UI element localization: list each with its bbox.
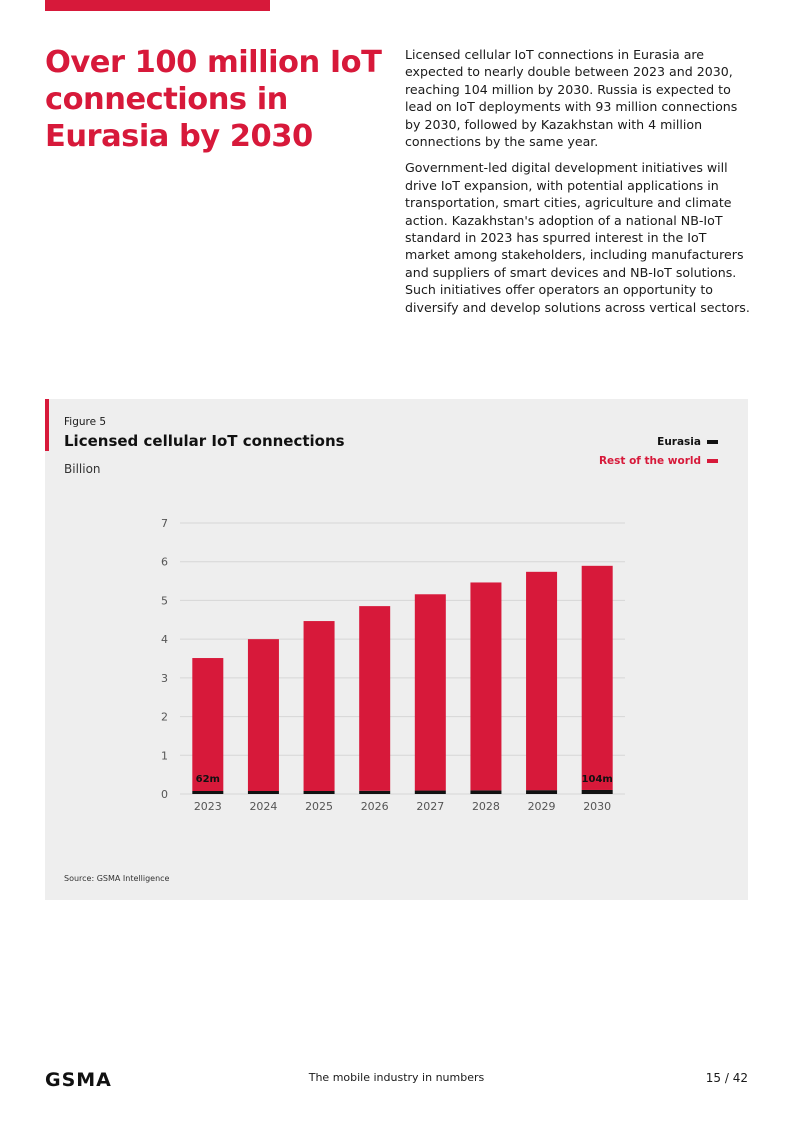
x-tick-label: 2029 — [527, 800, 556, 813]
legend-swatch-rest-of-world — [707, 459, 718, 463]
x-tick-label: 2024 — [249, 800, 278, 813]
x-tick-label: 2023 — [193, 800, 222, 813]
data-label: 62m — [195, 774, 220, 785]
y-tick-label: 1 — [161, 749, 168, 763]
figure-panel — [45, 399, 748, 900]
page-number: 15 / 42 — [705, 1071, 748, 1085]
bar-eurasia-2026 — [359, 791, 390, 794]
legend-item-eurasia — [599, 432, 718, 451]
bar-eurasia-2023 — [192, 791, 223, 794]
footer-title: The mobile industry in numbers — [308, 1071, 485, 1084]
bar-eurasia-2028 — [470, 790, 501, 794]
y-tick-label: 3 — [161, 671, 168, 685]
figure-accent-bar — [45, 399, 49, 451]
x-tick-label: 2028 — [471, 800, 500, 813]
x-tick-label: 2025 — [305, 800, 334, 813]
body-paragraph: Government-led digital development initiatives will drive IoT expansion, with potential applications in transportation, smart cities, agriculture and climate action. Kazakhstan's adoption of a national NB-IoT standard in 2023 has spurred interest in the IoT market among stakeholders, including manufacturers and suppliers of smart devices and NB-IoT solutions. Such initiatives offer operators an opportunity to diversify and develop solutions across vertical sectors. — [405, 160, 750, 315]
y-tick-label: 5 — [161, 594, 168, 608]
legend-label: Eurasia — [657, 435, 701, 448]
figure-unit: Billion — [64, 462, 101, 476]
x-tick-label: 2027 — [416, 800, 445, 813]
body-paragraph: Licensed cellular IoT connections in Eurasia are expected to nearly double between 2023 and 2030, reaching 104 million by 2030. Russia is expected to lead on IoT deployments with 93 million connections by 2030, followed by Kazakhstan with 4 million connections by the same year. — [405, 47, 738, 150]
gsma-logo: GSMA — [45, 1069, 112, 1091]
bar-eurasia-2029 — [526, 790, 557, 794]
bar-rest-of-world-2029 — [526, 572, 557, 790]
bar-rest-of-world-2023 — [192, 658, 223, 791]
legend-swatch-eurasia — [707, 440, 718, 444]
bar-rest-of-world-2027 — [415, 594, 446, 790]
bar-eurasia-2027 — [415, 791, 446, 794]
bar-rest-of-world-2025 — [304, 621, 335, 791]
figure-label: Figure 5 — [64, 416, 107, 428]
bar-rest-of-world-2024 — [248, 639, 279, 791]
bar-eurasia-2024 — [248, 791, 279, 794]
y-tick-label: 4 — [161, 633, 168, 647]
y-tick-label: 2 — [161, 710, 168, 724]
bar-rest-of-world-2026 — [359, 606, 390, 791]
legend-label: Rest of the world — [598, 454, 701, 467]
y-tick-label: 0 — [161, 788, 168, 801]
y-tick-label: 7 — [161, 517, 168, 530]
top-accent-bar — [45, 0, 270, 11]
figure-source: Source: GSMA Intelligence — [64, 874, 170, 883]
bar-eurasia-2025 — [304, 791, 335, 794]
figure-title: Licensed cellular IoT connections — [64, 432, 345, 450]
x-tick-label: 2026 — [360, 800, 389, 813]
bar-rest-of-world-2028 — [470, 582, 501, 790]
page-headline: Over 100 million IoT connections in Eurasia by 2030 — [45, 45, 382, 154]
data-label: 104m — [581, 774, 613, 785]
legend-item-rest-of-world — [599, 451, 718, 470]
bar-eurasia-2030 — [582, 790, 613, 794]
bar-rest-of-world-2030 — [582, 566, 613, 790]
x-tick-label: 2030 — [583, 800, 612, 813]
chart-legend — [599, 432, 718, 470]
bar-chart — [45, 399, 748, 900]
body-text — [405, 46, 750, 325]
y-tick-label: 6 — [161, 555, 168, 569]
